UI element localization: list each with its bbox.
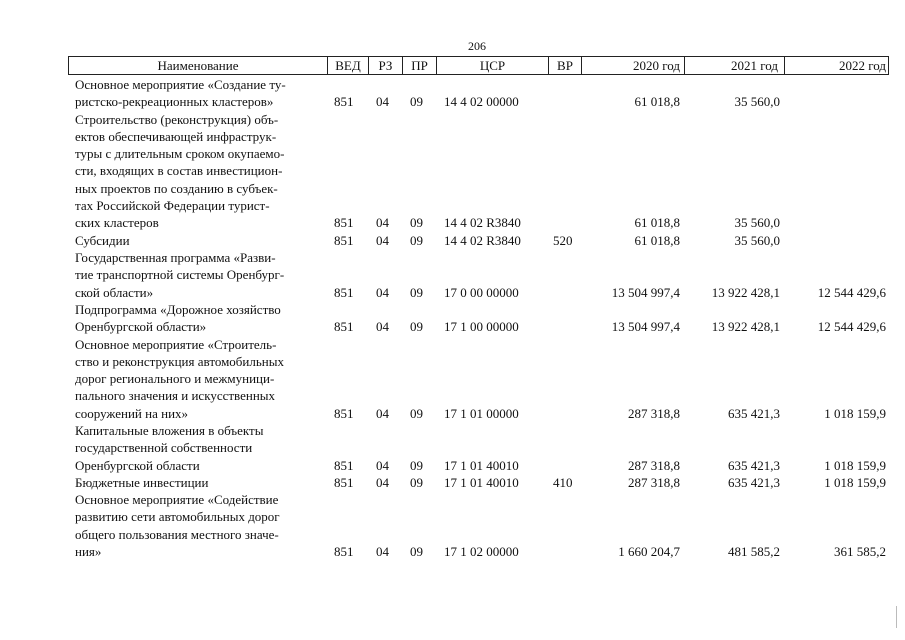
row-value-2020: 1 660 204,7: [618, 544, 680, 560]
row-value-2020: 13 504 997,4: [611, 319, 680, 335]
row-name-line: ния»: [75, 544, 102, 560]
row-ved: 851: [334, 284, 354, 300]
row-name-line: Оренбургской области: [75, 457, 200, 473]
row-value-2022: 361 585,2: [834, 544, 886, 560]
row-value-2022: 1 018 159,9: [824, 457, 886, 473]
row-ved: 851: [334, 232, 354, 248]
row-name-line: Государственная программа «Разви-: [75, 250, 276, 265]
row-rz: 04: [376, 232, 389, 248]
row-name-line: ской области»: [75, 284, 154, 300]
row-name-line: пального значения и искусственных: [75, 388, 276, 404]
row-rz: 04: [376, 284, 389, 300]
row-rz: 04: [376, 457, 389, 473]
table-row: [0, 249, 905, 301]
row-name-line: ных проектов по созданию в субъек-: [75, 180, 278, 196]
row-csr: 17 1 02 00000: [444, 544, 519, 560]
row-name-line: ектов обеспечивающей инфраструк-: [75, 128, 277, 144]
row-name-line: сооружений на них»: [75, 405, 189, 421]
row-vr: 410: [553, 474, 573, 490]
row-name-line: дорог регионального и межмуници-: [75, 371, 275, 387]
row-name-line: ристско-рекреационных кластеров»: [75, 94, 274, 110]
row-name-line: туры с длительным сроком окупаемо-: [75, 146, 285, 162]
row-name-line: ство и реконструкция автомобильных: [75, 353, 284, 369]
row-pr: 09: [410, 232, 423, 248]
page-edge-mark: [896, 606, 897, 628]
row-value-2020: 61 018,8: [634, 94, 680, 110]
row-name-line: Строительство (реконструкция) объ-: [75, 111, 279, 127]
row-name-line: Основное мероприятие «Строитель-: [75, 336, 277, 352]
header-ved: ВЕД: [327, 57, 368, 74]
table-row: [0, 76, 905, 111]
row-name-line: ских кластеров: [75, 215, 159, 231]
row-value-2020: 61 018,8: [634, 215, 680, 231]
row-name: [75, 301, 325, 336]
row-rz: 04: [376, 474, 389, 490]
row-csr: 17 1 01 40010: [444, 457, 519, 473]
row-name-line: Капитальные вложения в объекты: [75, 423, 264, 438]
row-csr: 14 4 02 R3840: [444, 232, 521, 248]
row-name-line: развитию сети автомобильных дорог: [75, 509, 280, 525]
row-value-2021: 13 922 428,1: [711, 284, 780, 300]
row-ved: 851: [334, 457, 354, 473]
row-name: [75, 491, 325, 560]
table-row: [0, 474, 905, 491]
row-value-2020: 61 018,8: [634, 232, 680, 248]
row-value-2021: 35 560,0: [734, 215, 780, 231]
row-name-line: Основное мероприятие «Содействие: [75, 492, 279, 508]
header-vr: ВР: [548, 57, 581, 74]
table-row: [0, 301, 905, 336]
row-name: [75, 422, 325, 474]
header-2021: 2021 год: [684, 57, 784, 74]
row-value-2021: 635 421,3: [728, 474, 780, 490]
table-row: [0, 491, 905, 560]
row-value-2020: 287 318,8: [628, 457, 680, 473]
row-ved: 851: [334, 544, 354, 560]
row-rz: 04: [376, 544, 389, 560]
row-name-line: тие транспортной системы Оренбург-: [75, 267, 285, 283]
header-name: Наименование: [68, 57, 327, 74]
row-pr: 09: [410, 457, 423, 473]
row-ved: 851: [334, 319, 354, 335]
row-name-line: Основное мероприятие «Создание ту-: [75, 77, 286, 92]
row-name-line: государственной собственности: [75, 440, 253, 456]
row-pr: 09: [410, 319, 423, 335]
row-name: [75, 336, 325, 422]
row-csr: 14 4 02 00000: [444, 94, 519, 110]
row-name: [75, 474, 325, 491]
row-value-2020: 13 504 997,4: [611, 284, 680, 300]
row-value-2021: 35 560,0: [734, 232, 780, 248]
table-row: [0, 336, 905, 423]
row-value-2021: 13 922 428,1: [711, 319, 780, 335]
row-ved: 851: [334, 94, 354, 110]
row-pr: 09: [410, 215, 423, 231]
row-value-2021: 481 585,2: [728, 544, 780, 560]
row-rz: 04: [376, 94, 389, 110]
row-name-line: Подпрограмма «Дорожное хозяйство: [75, 301, 281, 317]
row-csr: 17 0 00 00000: [444, 284, 519, 300]
header-csr: ЦСР: [436, 57, 548, 74]
row-rz: 04: [376, 319, 389, 335]
row-name: [75, 232, 325, 249]
row-ved: 851: [334, 474, 354, 490]
row-name-line: сти, входящих в состав инвестицион-: [75, 163, 283, 179]
row-csr: 17 1 01 00000: [444, 405, 519, 421]
row-pr: 09: [410, 94, 423, 110]
row-value-2022: 12 544 429,6: [817, 284, 886, 300]
row-name-line: Бюджетные инвестиции: [75, 474, 209, 490]
table-row: [0, 111, 905, 232]
row-value-2022: 1 018 159,9: [824, 405, 886, 421]
header-pr: ПР: [402, 57, 436, 74]
row-name-line: тах Российской Федерации турист-: [75, 198, 270, 214]
row-name: [75, 76, 325, 111]
row-value-2021: 635 421,3: [728, 405, 780, 421]
row-rz: 04: [376, 405, 389, 421]
header-rz: РЗ: [368, 57, 402, 74]
row-name: [75, 111, 325, 232]
row-pr: 09: [410, 474, 423, 490]
row-pr: 09: [410, 284, 423, 300]
row-pr: 09: [410, 544, 423, 560]
row-value-2020: 287 318,8: [628, 405, 680, 421]
page-number: 206: [468, 39, 486, 53]
row-rz: 04: [376, 215, 389, 231]
table-header: [68, 56, 889, 75]
table-row: [0, 232, 905, 249]
header-2022: 2022 год: [784, 57, 889, 74]
row-name: [75, 249, 325, 301]
row-csr: 14 4 02 R3840: [444, 215, 521, 231]
row-name-line: Оренбургской области»: [75, 319, 207, 335]
row-name-line: Субсидии: [75, 232, 130, 248]
row-name-line: общего пользования местного значе-: [75, 526, 279, 542]
row-ved: 851: [334, 215, 354, 231]
row-value-2020: 287 318,8: [628, 474, 680, 490]
row-pr: 09: [410, 405, 423, 421]
row-csr: 17 1 01 40010: [444, 474, 519, 490]
row-value-2022: 1 018 159,9: [824, 474, 886, 490]
row-value-2021: 35 560,0: [734, 94, 780, 110]
header-2020: 2020 год: [581, 57, 684, 74]
table-row: [0, 422, 905, 474]
row-value-2021: 635 421,3: [728, 457, 780, 473]
row-vr: 520: [553, 232, 573, 248]
row-csr: 17 1 00 00000: [444, 319, 519, 335]
row-ved: 851: [334, 405, 354, 421]
row-value-2022: 12 544 429,6: [817, 319, 886, 335]
